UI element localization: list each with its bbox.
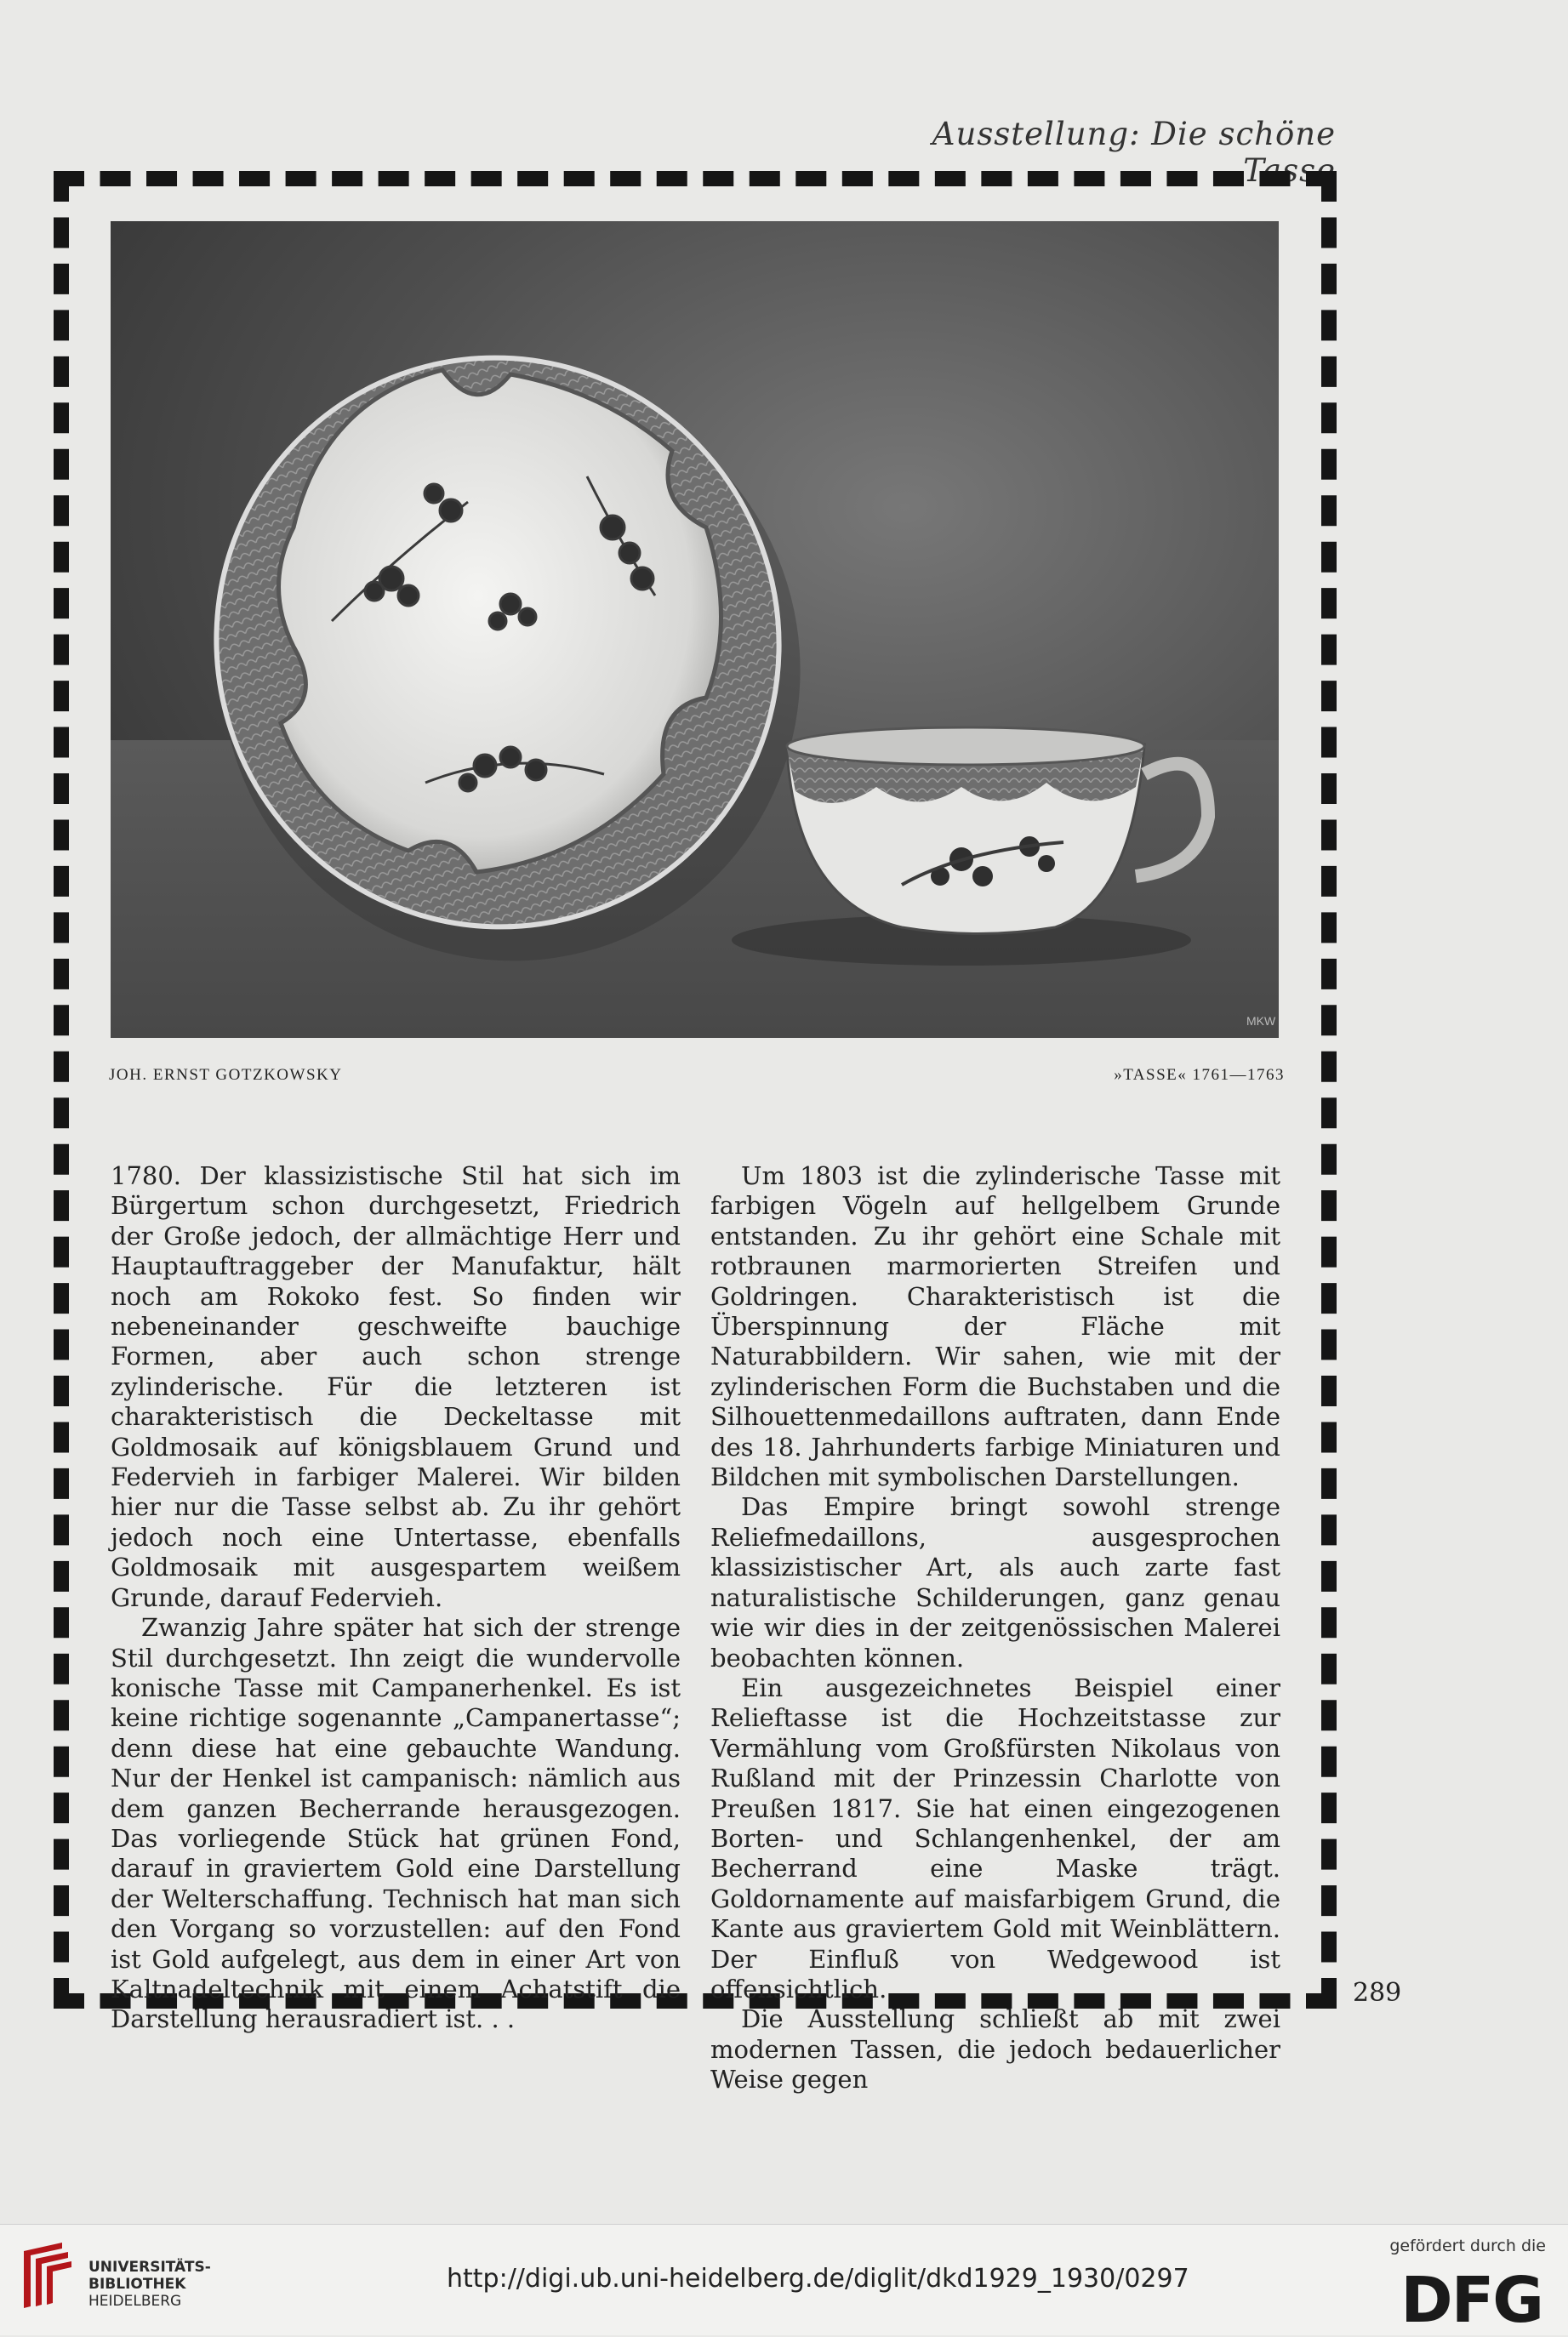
funding-note: gefördert durch die bbox=[1389, 2237, 1546, 2255]
dfg-logo: DFG bbox=[1400, 2264, 1542, 2337]
caption-object-date: »TASSE« 1761—1763 bbox=[1114, 1066, 1285, 1084]
university-library-logo-icon bbox=[15, 2238, 75, 2315]
photograph-cup-and-saucer bbox=[111, 221, 1279, 1038]
library-name-line: BIBLIOTHEK bbox=[88, 2276, 186, 2293]
running-head: Ausstellung: Die schöne Tasse bbox=[932, 116, 1336, 189]
paragraph: Um 1803 ist die zylinderische Tasse mit farbigen Vögeln auf hellgelbem Grunde entstanden. Zu ihr gehört eine Schale mit rotbraunen marmorierten Streifen und Goldringen. Charakteristisch ist die Überspinnung der Fläche mit Naturabbildern. Wir sahen, wie mit der zylinderischen Form die Buchstaben und die Silhouettenmedaillons auftraten, dann Ende des 18. Jahrhunderts farbige Miniaturen und Bildchen mit symbolischen Darstellungen. bbox=[710, 1161, 1280, 1492]
footer-bar bbox=[0, 2224, 1568, 2335]
paragraph: 1780. Der klassizistische Stil hat sich im Bürgertum schon durchgesetzt, Friedrich der Große jedoch, der allmächtige Herr und Hauptauftraggeber der Manufaktur, hält noch am Rokoko fest. So finden wir nebeneinander geschweifte bauchige Formen, aber auch schon strenge zylinderische. Für die letzteren ist charakteristisch die Deckeltasse mit Goldmosaik auf königsblauem Grund und Federvieh in farbiger Malerei. Wir bilden hier nur die Tasse selbst ab. Zu ihr gehört jedoch noch eine Untertasse, ebenfalls Goldmosaik mit ausgespartem weißem Grunde, darauf Federvieh. bbox=[111, 1161, 681, 1612]
column-left bbox=[111, 1161, 681, 2034]
paragraph: Zwanzig Jahre später hat sich der strenge Stil durchgesetzt. Ihn zeigt die wundervolle konische Tasse mit Campanerhenkel. Es ist keine richtige sogenannte „Campanertasse“; denn diese hat eine gebauchte Wandung. Nur der Henkel ist campanisch: nämlich aus dem ganzen Becherrande herausgezogen. Das vorliegende Stück hat grünen Fond, darauf in graviertem Gold eine Darstellung der Welterschaffung. Technisch hat man sich den Vorgang so vorzustellen: auf den Fond ist Gold aufgelegt, aus dem in einer Art von Kaltnadeltechnik mit einem Achatstift die Darstellung herausradiert ist. . . bbox=[111, 1613, 681, 2034]
library-name-line: HEIDELBERG bbox=[88, 2293, 182, 2310]
paragraph: Ein ausgezeichnetes Beispiel einer Relieftasse ist die Hochzeitstasse zur Vermählung vom Großfürsten Nikolaus von Rußland mit der Prinzessin Charlotte von Preußen 1817. Sie hat einen eingezogenen Borten- und Schlangenhenkel, der am Becherrand eine Maske trägt. Goldornamente auf maisfarbigem Grund, die Kante aus graviertem Gold mit Weinblättern. Der Einfluß von Wedgewood ist offensichtlich. bbox=[710, 1673, 1280, 2004]
text-columns bbox=[111, 1161, 1280, 2095]
document-url-link[interactable]: http://digi.ub.uni-heidelberg.de/diglit/dkd1929_1930/0297 bbox=[447, 2264, 1189, 2294]
column-right bbox=[710, 1161, 1280, 2095]
caption-artist: JOH. ERNST GOTZKOWSKY bbox=[109, 1066, 343, 1084]
library-name-line: UNIVERSITÄTS- bbox=[88, 2259, 211, 2276]
library-name bbox=[88, 2259, 211, 2310]
page-number: 289 bbox=[1353, 1978, 1402, 2008]
paragraph: Das Empire bringt sowohl strenge Reliefmedaillons, ausgesprochen klassizistischer Art, als auch zarte fast naturalistische Schilderungen, ganz genau wie wir dies in der zeitgenössischen Malerei beobachten können. bbox=[710, 1492, 1280, 1673]
cup-and-saucer-illustration bbox=[111, 221, 1279, 1038]
paragraph: Die Ausstellung schließt ab mit zwei modernen Tassen, die jedoch bedauerlicher Weise gegen bbox=[710, 2004, 1280, 2095]
photo-monogram: MKW bbox=[1246, 1014, 1276, 1028]
